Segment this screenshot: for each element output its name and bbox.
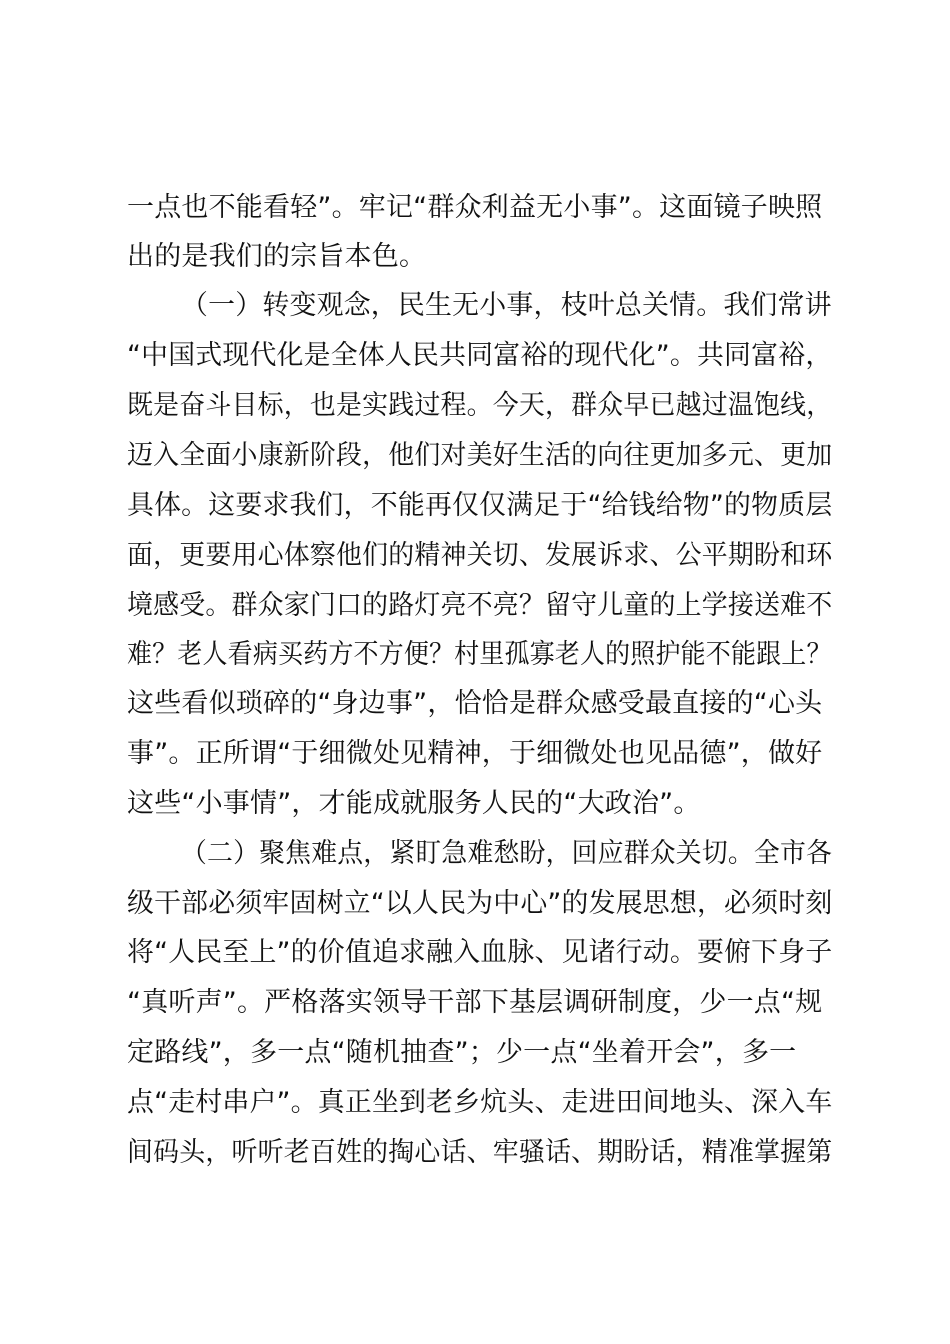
text-line: 这些“小事情”，才能成就服务人民的“大政治”。 [127, 788, 701, 819]
text-line: 这些看似琐碎的“身边事”，恰恰是群众感受最直接的“心头 [127, 688, 823, 719]
text-line: 将“人民至上”的价值追求融入血脉、见诸行动。要俯下身子 [127, 937, 833, 968]
text-line: 事”。正所谓“于细微处见精神，于细微处也见品德”，做好 [127, 738, 823, 769]
text-line: 具体。这要求我们，不能再仅仅满足于“给钱给物”的物质层 [127, 490, 833, 521]
text-line: 级干部必须牢固树立“以人民为中心”的发展思想，必须时刻 [127, 888, 833, 919]
text-line: 点“走村串户”。真正坐到老乡炕头、走进田间地头、深入车 [127, 1087, 833, 1118]
text-line: 境感受。群众家门口的路灯亮不亮？留守儿童的上学接送难不 [127, 590, 833, 621]
text-line: 既是奋斗目标，也是实践过程。今天，群众早已越过温饱线， [127, 390, 833, 421]
text-line: “真听声”。严格落实领导干部下基层调研制度，少一点“规 [127, 987, 823, 1018]
text-line: 面，更要用心体察他们的精神关切、发展诉求、公平期盼和环 [127, 540, 833, 571]
text-line: 定路线”，多一点“随机抽查”；少一点“坐着开会”，多一 [127, 1037, 797, 1068]
text-line: 一点也不能看轻”。牢记“群众利益无小事”。这面镜子映照 [127, 192, 823, 223]
text-line: 难？老人看病买药方不方便？村里孤寡老人的照护能不能跟上？ [127, 639, 832, 670]
paragraph-heading-1: （一）转变观念，民生无小事，枝叶总关情。我们常讲 [181, 290, 832, 321]
paragraph-heading-2: （二）聚焦难点，紧盯急难愁盼，回应群众关切。全市各 [181, 838, 833, 869]
text-line: 迈入全面小康新阶段，他们对美好生活的向往更加多元、更加 [127, 440, 833, 471]
text-line: 间码头，听听老百姓的掏心话、牢骚话、期盼话，精准掌握第 [127, 1137, 833, 1168]
text-line: 出的是我们的宗旨本色。 [127, 241, 427, 272]
text-line: “中国式现代化是全体人民共同富裕的现代化”。共同富裕， [127, 340, 833, 371]
